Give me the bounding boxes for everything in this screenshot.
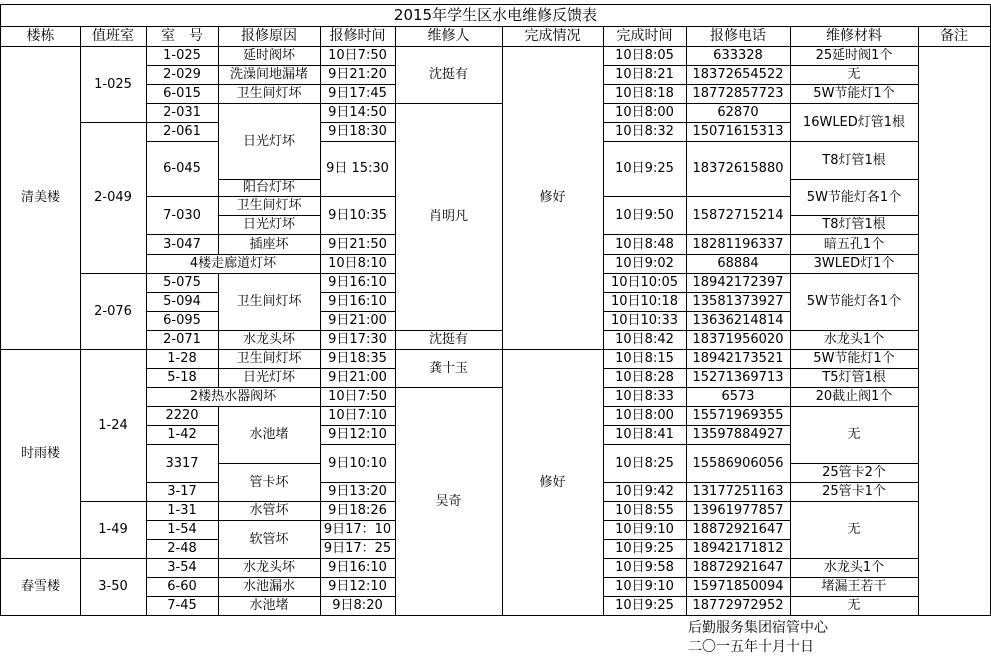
reason-cell: 水池堵: [218, 596, 321, 616]
building-cell: 时雨楼: [0, 349, 81, 559]
repairer-cell: 沈挺有: [395, 46, 503, 104]
material-cell: T8灯管1根: [790, 141, 919, 180]
report-time-cell: 9日21:20: [320, 65, 396, 85]
room-cell: 2-031: [146, 103, 219, 123]
header-phone: 报修电话: [686, 26, 791, 47]
room-cell: 2220: [146, 406, 219, 426]
repairer-cell: 龚十玉: [395, 349, 503, 388]
report-time-cell: 9日21:00: [320, 368, 396, 388]
done-time-cell: 10日8:32: [603, 122, 687, 142]
report-time-cell: 9日14:50: [320, 103, 396, 123]
phone-cell: 15586906056: [686, 444, 791, 483]
report-time-cell: 9日13:20: [320, 482, 396, 502]
table-title: 2015年学生区水电维修反馈表: [0, 4, 991, 27]
reason-cell: 管卡坏: [218, 463, 321, 502]
phone-cell: 15872715214: [686, 196, 791, 235]
done-time-cell: 10日8:33: [603, 387, 687, 407]
report-time-cell: 10日7:50: [320, 46, 396, 66]
header-report-time: 报修时间: [320, 26, 396, 47]
header-reason: 报修原因: [218, 26, 321, 47]
phone-cell: 18371956020: [686, 330, 791, 350]
phone-cell: 68884: [686, 254, 791, 274]
report-time-cell: 9日 15:30: [320, 141, 396, 197]
report-time-cell: 9日18:35: [320, 349, 396, 369]
done-time-cell: 10日8:18: [603, 84, 687, 104]
report-time-cell: 10日7:10: [320, 406, 396, 426]
room-cell: 3317: [146, 444, 219, 483]
room-cell: 4楼走廊道灯坏: [146, 254, 321, 274]
report-time-cell: 9日12:10: [320, 577, 396, 597]
room-cell: 2-061: [146, 122, 219, 142]
room-cell: 5-18: [146, 368, 219, 388]
report-time-cell: 9日16:10: [320, 273, 396, 293]
reason-cell: 卫生间灯坏: [218, 273, 321, 331]
report-time-cell: 9日8:20: [320, 596, 396, 616]
room-cell: 2-48: [146, 539, 219, 559]
room-cell: 1-42: [146, 425, 219, 445]
phone-cell: 15571969355: [686, 406, 791, 426]
header-building: 楼栋: [0, 26, 81, 47]
done-time-cell: 10日9:02: [603, 254, 687, 274]
material-cell: 无: [790, 65, 919, 85]
report-time-cell: 9日16:10: [320, 558, 396, 578]
report-time-cell: 9日17：25: [320, 539, 396, 559]
note-cell: [918, 46, 991, 616]
room-cell: 1-31: [146, 501, 219, 521]
report-time-cell: 9日17:45: [320, 84, 396, 104]
material-cell: 5W节能灯1个: [790, 349, 919, 369]
room-cell: 7-45: [146, 596, 219, 616]
material-cell: 无: [790, 596, 919, 616]
reason-cell: 延时阀坏: [218, 46, 321, 66]
repairer-cell: 肖明凡: [395, 103, 503, 331]
duty-room-cell: 1-49: [80, 501, 147, 559]
material-cell: T5灯管1根: [790, 368, 919, 388]
done-time-cell: 10日10:18: [603, 292, 687, 312]
header-material: 维修材料: [790, 26, 919, 47]
room-cell: 3-17: [146, 482, 219, 502]
room-cell: 6-015: [146, 84, 219, 104]
report-time-cell: 9日16:10: [320, 292, 396, 312]
report-time-cell: 9日18:26: [320, 501, 396, 521]
building-cell: 春雪楼: [0, 558, 81, 616]
room-cell: 7-030: [146, 196, 219, 235]
room-cell: 3-54: [146, 558, 219, 578]
report-time-cell: 9日17:30: [320, 330, 396, 350]
material-cell: 25管卡2个: [790, 463, 919, 483]
reason-cell: 水龙头坏: [218, 330, 321, 350]
phone-cell: 18372654522: [686, 65, 791, 85]
material-cell: 5W节能灯1个: [790, 84, 919, 104]
reason-cell: 日光灯坏: [218, 215, 321, 235]
reason-cell: 阳台灯坏: [218, 179, 321, 197]
repairer-cell: 吴奇: [395, 387, 503, 616]
material-cell: 水龙头1个: [790, 330, 919, 350]
material-cell: 25延时阀1个: [790, 46, 919, 66]
duty-room-cell: 3-50: [80, 558, 147, 616]
done-time-cell: 10日9:10: [603, 520, 687, 540]
done-time-cell: 10日9:42: [603, 482, 687, 502]
phone-cell: 62870: [686, 103, 791, 123]
material-cell: T8灯管1根: [790, 215, 919, 235]
done-time-cell: 10日9:25: [603, 539, 687, 559]
reason-cell: 水龙头坏: [218, 558, 321, 578]
phone-cell: 18942173521: [686, 349, 791, 369]
reason-cell: 日光灯坏: [218, 368, 321, 388]
material-cell: 3WLED灯1个: [790, 254, 919, 274]
material-cell: 无: [790, 406, 919, 464]
phone-cell: 13177251163: [686, 482, 791, 502]
room-cell: 1-025: [146, 46, 219, 66]
phone-cell: 15271369713: [686, 368, 791, 388]
room-cell: 6-095: [146, 311, 219, 331]
material-cell: 16WLED灯管1根: [790, 103, 919, 142]
reason-cell: 卫生间灯坏: [218, 84, 321, 104]
done-time-cell: 10日8:48: [603, 234, 687, 255]
reason-cell: 卫生间灯坏: [218, 349, 321, 369]
duty-room-cell: 2-076: [80, 273, 147, 350]
reason-cell: 日光灯坏: [218, 103, 321, 180]
duty-room-cell: 2-049: [80, 122, 147, 274]
material-cell: 堵漏王若干: [790, 577, 919, 597]
material-cell: 20截止阀1个: [790, 387, 919, 407]
report-time-cell: 9日18:30: [320, 122, 396, 142]
room-cell: 2-071: [146, 330, 219, 350]
done-time-cell: 10日8:05: [603, 46, 687, 66]
header-duty-room: 值班室: [80, 26, 147, 47]
done-time-cell: 10日10:33: [603, 311, 687, 331]
header-repairer: 维修人: [395, 26, 503, 47]
report-time-cell: 10日8:10: [320, 254, 396, 274]
material-cell: 25管卡1个: [790, 482, 919, 502]
done-time-cell: 10日9:25: [603, 596, 687, 616]
footer-org: 后勤服务集团宿管中心: [688, 620, 828, 636]
reason-cell: 插座坏: [218, 234, 321, 255]
done-time-cell: 10日8:25: [603, 444, 687, 483]
reason-cell: 洗澡间地漏堵: [218, 65, 321, 85]
reason-cell: 水管坏: [218, 501, 321, 521]
done-time-cell: 10日9:10: [603, 577, 687, 597]
done-time-cell: 10日10:05: [603, 273, 687, 293]
phone-cell: 18872921647: [686, 520, 791, 540]
report-time-cell: 9日17：10: [320, 520, 396, 540]
room-cell: 2楼热水器阀坏: [146, 387, 321, 407]
room-cell: 6-60: [146, 577, 219, 597]
report-time-cell: 9日21:00: [320, 311, 396, 331]
status-cell: 修好: [502, 46, 604, 350]
done-time-cell: 10日8:28: [603, 368, 687, 388]
reason-cell: 水池堵: [218, 406, 321, 464]
material-cell: 水龙头1个: [790, 558, 919, 578]
done-time-cell: 10日8:55: [603, 501, 687, 521]
room-cell: 5-094: [146, 292, 219, 312]
phone-cell: 15971850094: [686, 577, 791, 597]
room-cell: 2-029: [146, 65, 219, 85]
duty-room-cell: 1-24: [80, 349, 147, 502]
done-time-cell: 10日9:50: [603, 196, 687, 235]
phone-cell: 6573: [686, 387, 791, 407]
phone-cell: 18872921647: [686, 558, 791, 578]
done-time-cell: 10日9:58: [603, 558, 687, 578]
phone-cell: 18372615880: [686, 141, 791, 197]
header-note: 备注: [918, 26, 991, 47]
header-done-time: 完成时间: [603, 26, 687, 47]
room-cell: 1-28: [146, 349, 219, 369]
reason-cell: 软管坏: [218, 520, 321, 559]
footer-date: 二〇一五年十月十日: [688, 639, 814, 655]
done-time-cell: 10日8:42: [603, 330, 687, 350]
report-time-cell: 9日10:10: [320, 444, 396, 483]
done-time-cell: 10日9:25: [603, 141, 687, 197]
phone-cell: 18942171812: [686, 539, 791, 559]
reason-cell: 卫生间灯坏: [218, 196, 321, 216]
phone-cell: 13636214814: [686, 311, 791, 331]
phone-cell: 633328: [686, 46, 791, 66]
material-cell: 暗五孔1个: [790, 234, 919, 255]
phone-cell: 18772972952: [686, 596, 791, 616]
phone-cell: 18772857723: [686, 84, 791, 104]
header-status: 完成情况: [502, 26, 604, 47]
phone-cell: 13581373927: [686, 292, 791, 312]
done-time-cell: 10日8:41: [603, 425, 687, 445]
room-cell: 1-54: [146, 520, 219, 540]
done-time-cell: 10日8:21: [603, 65, 687, 85]
report-time-cell: 9日12:10: [320, 425, 396, 445]
room-cell: 5-075: [146, 273, 219, 293]
phone-cell: 18942172397: [686, 273, 791, 293]
done-time-cell: 10日8:00: [603, 406, 687, 426]
header-room: 室 号: [146, 26, 219, 47]
phone-cell: 13597884927: [686, 425, 791, 445]
duty-room-cell: 1-025: [80, 46, 147, 123]
done-time-cell: 10日8:15: [603, 349, 687, 369]
done-time-cell: 10日8:00: [603, 103, 687, 123]
phone-cell: 18281196337: [686, 234, 791, 255]
report-time-cell: 10日7:50: [320, 387, 396, 407]
repairer-cell: 沈挺有: [395, 330, 503, 350]
material-cell: 5W节能灯各1个: [790, 179, 919, 216]
building-cell: 清美楼: [0, 46, 81, 350]
report-time-cell: 9日10:35: [320, 196, 396, 235]
room-cell: 6-045: [146, 141, 219, 197]
phone-cell: 13961977857: [686, 501, 791, 521]
material-cell: 无: [790, 501, 919, 559]
reason-cell: 水池漏水: [218, 577, 321, 597]
status-cell: 修好: [502, 349, 604, 616]
phone-cell: 15071615313: [686, 122, 791, 142]
room-cell: 3-047: [146, 234, 219, 255]
material-cell: 5W节能灯各1个: [790, 273, 919, 331]
report-time-cell: 9日21:50: [320, 234, 396, 255]
